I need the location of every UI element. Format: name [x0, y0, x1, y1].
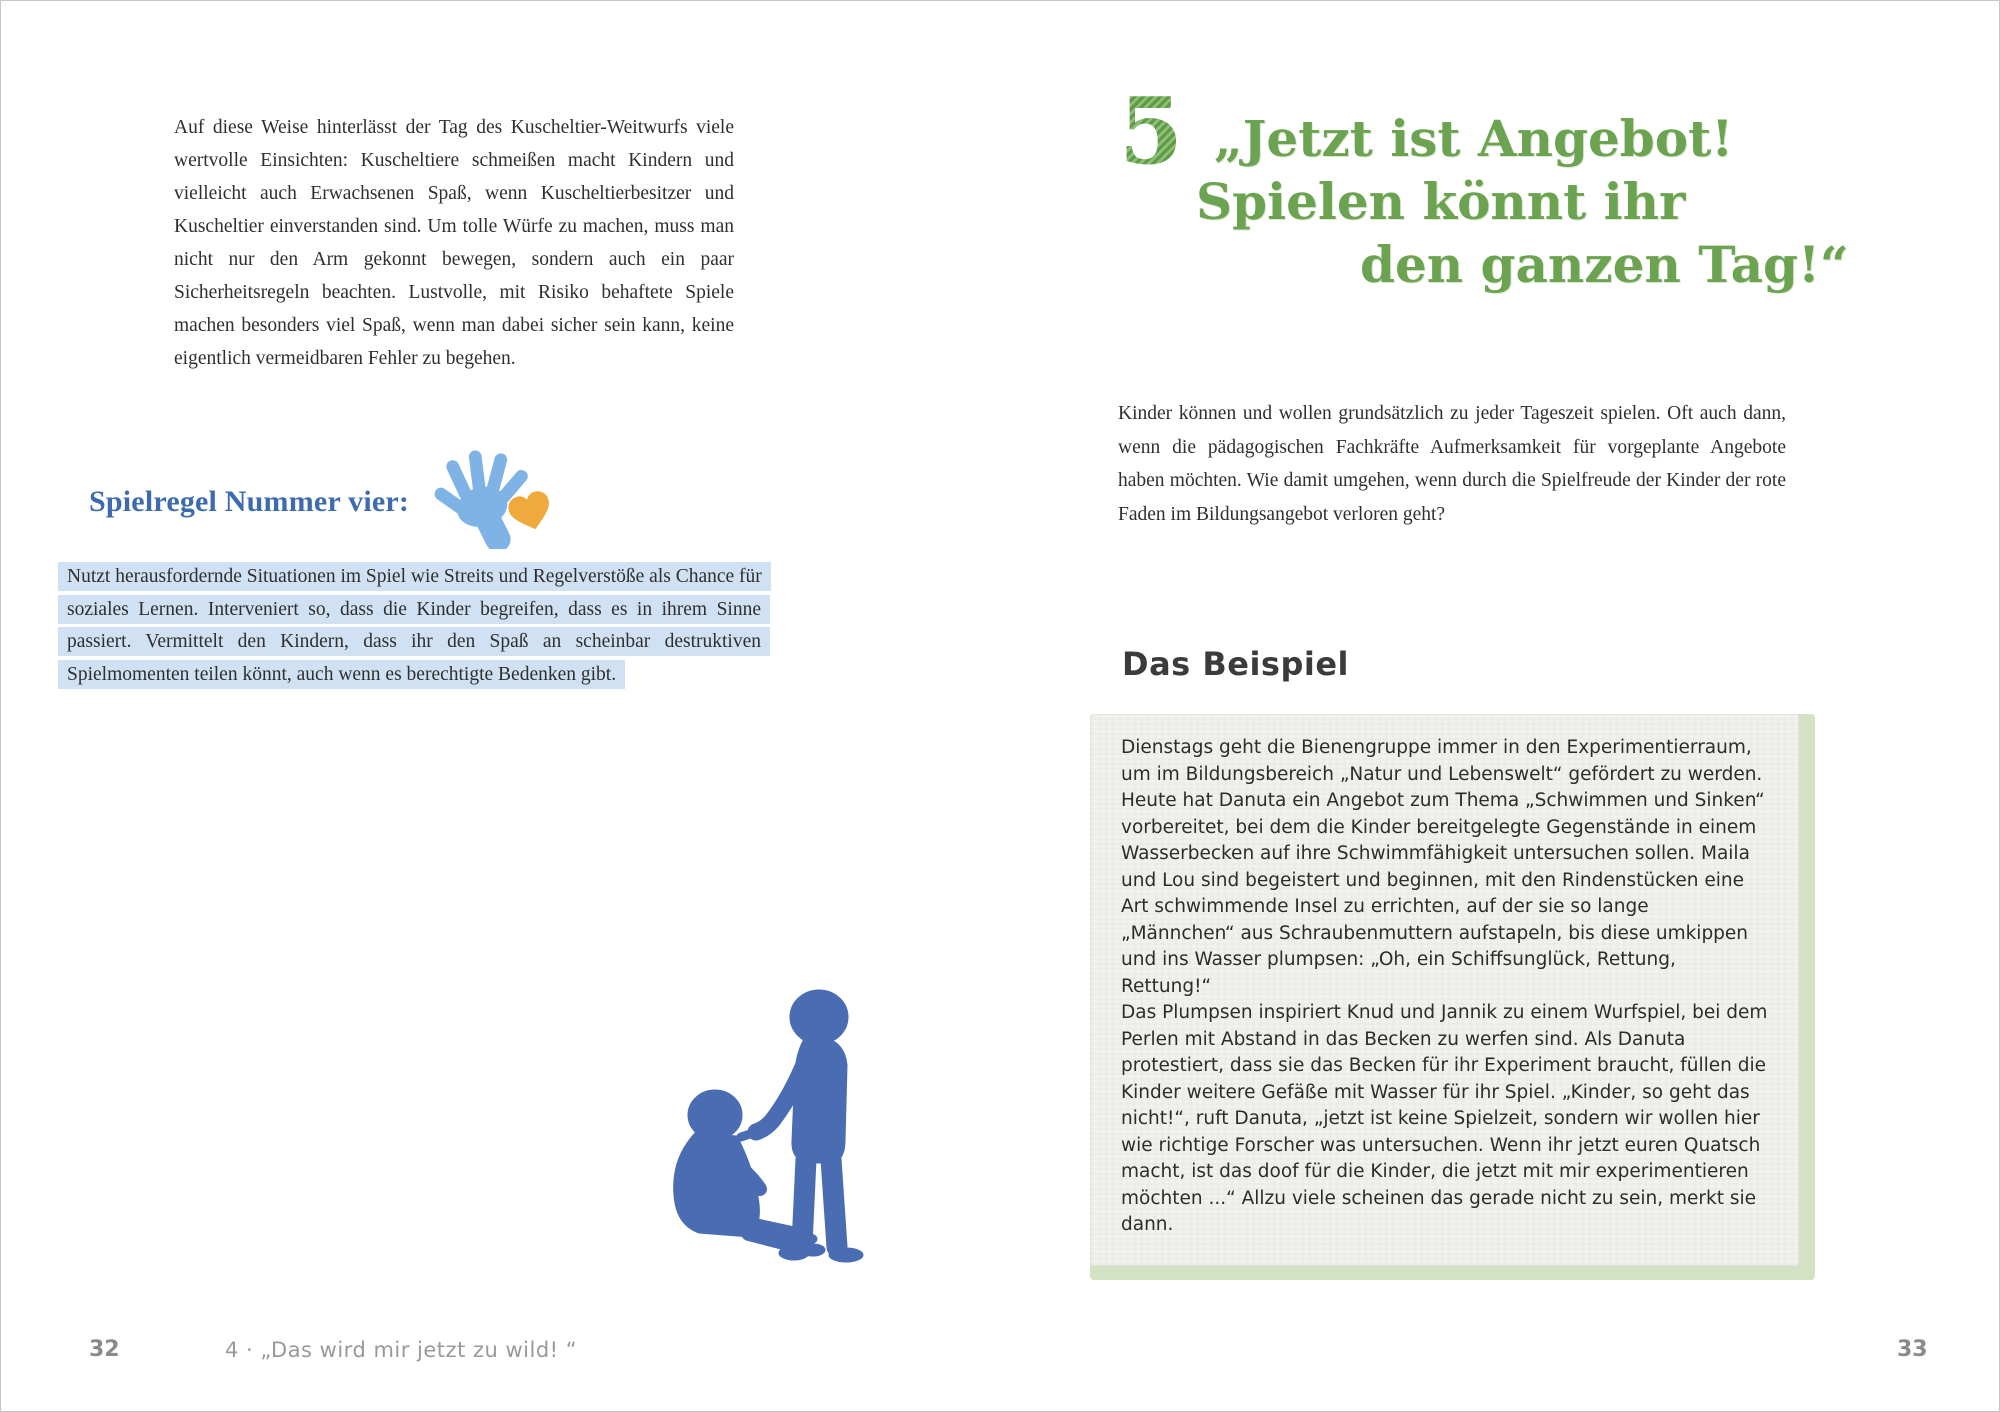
- page-number-left: 32: [89, 1337, 120, 1362]
- chapter-title-line-1: „Jetzt ist Angebot!: [1214, 109, 1734, 168]
- right-intro-paragraph: Kinder können und wollen grundsätzlich zu jeder Tageszeit spielen. Oft auch dann, wenn die pädagogischen Fachkräfte Aufmerksamkeit für vorgeplante Angebote haben möchten. Wie damit umgehen, wenn durch die Spielfreude der Kinder der rote Faden im Bildungsangebot verloren geht?: [1118, 403, 1786, 525]
- chapter-number: 5: [1119, 77, 1184, 185]
- left-intro-paragraph: Auf diese Weise hinterlässt der Tag des Kuscheltier-Weitwurfs viele wertvolle Einsichten: Kuscheltiere schmeißen macht Kindern und vielleicht auch Erwachsenen Spaß, wenn Kuscheltierbesitzer und Kuscheltier einverstanden sind. Um tolle Würfe zu machen, muss man nicht nur den Arm gekonnt bewegen, sondern auch ein paar Sicherheitsregeln beachten. Lustvolle, mit Risiko behaftete Spiele machen besonders viel Spaß, wenn man dabei sicher sein kann, keine eigentlich vermeidbaren Fehler zu begehen.: [174, 117, 734, 369]
- chapter-title-line-2: Spielen könnt ihr: [1196, 172, 1686, 231]
- example-box: [1090, 714, 1799, 1266]
- page-number-right: 33: [1897, 1337, 1928, 1362]
- running-footer-chapter: 4 · „Das wird mir jetzt zu wild! “: [225, 1338, 578, 1362]
- rule-highlight-box: [58, 561, 770, 691]
- chapter-title-line-3: den ganzen Tag!“: [1360, 235, 1849, 294]
- hand-icon: [441, 457, 521, 539]
- example-paragraph-1: Dienstags geht die Bienengruppe immer in den Experimentierraum, um im Bildungsbereich „Natur und Lebenswelt“ gefördert zu werden. Heute hat Danuta ein Angebot zum Thema „Schwimmen und Sinken“ vorbereitet, bei dem die Kinder bereitgelegte Gegenstände in einem Wasserbecken auf ihre Schwimmfähigkeit untersuchen sollen. Maila und Lou sind begeistert und beginnen, mit den Rindenstücken eine Art schwimmende Insel zu errichten, auf der sie so lange „Männchen“ aus Schraubenmuttern aufstapeln, bis diese umkippen und ins Wasser plumpsen: „Oh, ein Schiffsunglück, Rettung, Rettung!“: [1121, 737, 1765, 997]
- example-paragraph-2: Das Plumpsen inspiriert Knud und Jannik zu einem Wurfspiel, bei dem Perlen mit Abstand in das Becken zu werfen sind. Als Danuta protestiert, dass sie das Becken für ihr Experiment braucht, füllen die Kinder weitere Gefäße mit Wasser für ihr Spiel. „Kinder, so geht das nicht!“, ruft Danuta, „jetzt ist keine Spielzeit, sondern wir wollen hier wie richtige Forscher was untersuchen. Wenn ihr jetzt euren Quatsch macht, ist das doof für die Kinder, die jetzt mit mir experimentieren möchten ...“ Allzu viele scheinen das gerade nicht zu sein, merkt sie dann.: [1121, 1002, 1768, 1235]
- rule-heading: Spielregel Nummer vier:: [89, 485, 410, 518]
- hand-heart-icon: [431, 445, 549, 549]
- example-heading: Das Beispiel: [1122, 645, 1349, 683]
- example-box-shadow: [1090, 714, 1815, 1280]
- children-silhouette-illustration: [653, 973, 905, 1291]
- rule-highlight-text: Nutzt herausfordernde Situationen im Spiel wie Streits und Regelverstöße als Chance für soziales Lernen. Interveniert so, dass die Kinder begreifen, dass es in ihrem Sinne passiert. Vermittelt den Kindern, dass ihr den Spaß an scheinbar destruktiven Spielmomenten teilen könnt, auch wenn es berechtigte Bedenken gibt.: [58, 562, 771, 689]
- chapter-title: [1196, 107, 1849, 296]
